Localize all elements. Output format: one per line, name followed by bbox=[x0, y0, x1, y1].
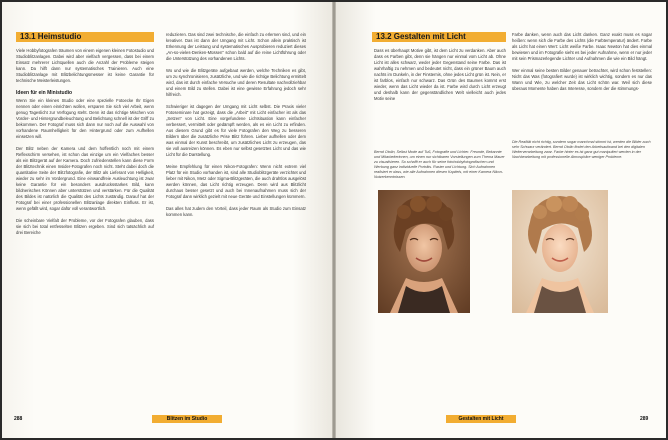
left-page bbox=[2, 2, 332, 438]
running-head-right: Gestalten mit Licht bbox=[458, 416, 504, 422]
intro-paragraph: Viele Hobbyfotografen träumen von einem eigenen kleinen Fotostudio und Studioblitzanlagen. Dabei wird aber vielfach vergessen, dass bei einem Einsatz mehrerer Lichtquellen auch die Anzahl der Probleme steigen kann. Da hilft dann nur systematisches Trainieren. Auch eine Studioblitzanlage mit Blitzbelichtungsmesser ist keine Garantie für technische Meisterleistungen. bbox=[16, 48, 154, 83]
body-paragraph: Das alles hat zudem den Vorteil, dass jeder Raum als Studio zum Einsatz kommen kann. bbox=[166, 206, 306, 217]
page-number-left: 288 bbox=[14, 416, 23, 422]
right-column-1 bbox=[374, 48, 506, 108]
page-number-right: 289 bbox=[640, 416, 649, 422]
body-paragraph: Wer einmal seine besten Bilder genauer betrachtet, wird schon feststellen: Nicht das Was (fotografiert wurde) ist wirklich wichtig, sondern es nur das Wann und Wie, zu welcher Zeit das Licht schön war. Weil sich diese überaus Momente haben das Interesse, sondern der die stimmungs- bbox=[512, 68, 652, 91]
body-paragraph: Farbe danken, wenn auch das Licht danken. Ganz exakt muss es sogar heißen: wenn sich die Farbe des Lichts (die Farbtemperatur) ändert. Farbe als Licht hat einen Wert: Licht weiße Farbe. Isaac Newton hat dies einmal bewiesen und im Fotografie sieht es bei jeder Aufnahme, wenn er nur jeder mit sein Prismazerlegende Lichter und Aufnahmen die wie ein Bild hängt. bbox=[512, 32, 652, 61]
body-paragraph: Wenn Sie ein kleines Studio oder eine spezielle Fotoecke Ihr Eigen nennen oder einen einrichten wollen, ersparen Sie sich viel Arbeit, wenn genug Tageslicht zur Verfügung steht. Denn ist das richtige Mischen von Vorder- und Hintergrundbeleuchtung und Belichtung schnell ist der Griff zu bekommen. Der Fotograf muss sich dann nur noch auf die Auswahl von vorhandene Raumhelligkeit für den Hintergrund oder zum Aufhellen einsetzen will. bbox=[16, 98, 154, 139]
subheading-ministudio: Ideen für ein Ministudio bbox=[16, 90, 73, 96]
left-column-1 bbox=[16, 48, 154, 242]
body-paragraph: Die scheinbare Vielfalt der Probleme, vor der Fotografen glauben, dass sie sich bei total entfesselten Blitzen ergeben. Sind sich tatsächlich auf drei Bereiche bbox=[16, 218, 154, 235]
running-head-left: Blitzen im Studio bbox=[166, 416, 208, 422]
portrait-photo-dark bbox=[378, 190, 470, 313]
left-heading-band bbox=[16, 32, 154, 42]
book-spread bbox=[2, 2, 666, 438]
body-paragraph: reduzieren. Das sind zwei technische, die einfach zu erlernen sind, und ein kreativer. Das ist dann der Umgang mit Licht. Schon allein praktisch ist Erkennung der Leistung und systematisches Ausprobieren reduziert dieses „An-so-vieles-Denken-Müssen" schon bald auf die reine Lichtführung oder die Unterstützung des vorhandenen Lichts. bbox=[166, 32, 306, 61]
body-paragraph: Wo und wie die Blitzgeräte aufgebaut werden, welche Techniken es gibt, um zu synchronisieren, zusätzliche, und wie die richtige Belichtung ermittelt wird, das ist durch einfache Versuche und deren Resultate nachvollziehbar und einem Bild zu stellen. Dabei ist eine gewisse Erfahrung jedoch sehr hilfreich. bbox=[166, 68, 306, 97]
right-heading-band bbox=[372, 32, 506, 42]
body-paragraph: Dass es überhaupt Motive gibt, ist dem Licht zu verdanken. Aber auch dass es Farben gibt, denn sie hängen nur einmal vom Licht ab. Ohne Licht ist alles schwarz, weder jeder Gegenstand seine Farbe. Das ist wahrhaftig zu nehmen und bedeutet nicht, dass ein grüner Baum auch nachts im Dunkeln, in der Finsternis, ohne jedes Licht grün ist. Nein, er ist farblos, einfach nur schwarz. Das Grün des Baumes kommt erst wieder, wenn das Licht wieder da ist. Farbe wird durch Licht erzeugt und deshalb kann der gegenständlichen Welt vielleicht auch jedes Motiv seine bbox=[374, 48, 506, 101]
photo-caption: Bernd Otolin, Selbst Mode auf Tuß, Fotografie und Lichter. Freunde, Bekannte und Mitarbeiterinnen, um einen nur sichtbaren Vorstellungen zum Thema Mauer zu visualisieren. So schafft er auch für seine fotohobbyfotografischen und Werbung ganz individuelle Porträts. Raster und Lichtung. Sich Aufnahmen realisiert er dass, wie alle Aufnahmen diesen Kapitels, mit einer Kamera Nikon-Nutzerkenntnissen. bbox=[374, 150, 505, 179]
portrait-woman-image bbox=[378, 190, 470, 313]
photo-caption-2: Die Realität nicht richtig, sondern sogar manchmal stimmt ist, werden die Bilder auch sehr Schwarz verändert. Bernd Otolin findet den Arbeitsaufwand bei den digitalen Weiterverarbeitung zwar. Farbe hinter es ist ganz gut manipuliert werden in der Nachbearbeitung mit professionelle Atmosphäre weniger Probleme. bbox=[512, 140, 651, 159]
body-paragraph: Meine Empfehlung für einen Nikon-Fotografen: Wenn nicht extrem viel Platz für ein Studio vorhanden ist, sind alle Studioblitzgeräte verzichtet und lieber mit Nikon, Metz oder Sigma-Blitzgeräten, die auch drahtlos ausgelöst werden können, das Licht richtig erzeugen. Denn wird aus Blitzlicht durchaus besser gesetzt und auch bei Innenaufnahmen muss sich der Fotograf dann wirklich gezielt mit neue Geräte und Einstellungen kümmern. bbox=[166, 164, 306, 199]
right-column-2 bbox=[512, 32, 652, 98]
section-heading-gestalten: 13.2 Gestalten mit Licht bbox=[376, 32, 466, 41]
body-paragraph: Schwieriger ist dagegen der Umgang mit Licht selbst. Die Praxis vieler Fotoseminare hat gezeigt, dass die „Arbeit" mit Licht einfacher ist als das „Setzen" von Licht. Eine vorgefundene Lichtsituation kann einfacher verbessert, vermittelt oder gedämpft werden, als es ein Licht zu erfinden. Aus diesem Grund gibt es für viele Fotografen den Weg zu besseren Bildern über die zusätzliche Prise Blitz führen. Lieber aufhellen oder dem was einmal der Kunst beschreibt, um zusätzliches Licht zu erzeugen, das sie voll ausreizen können. Es eben nur selbst gesetztes Licht und das wie Licht für die Darstellung. bbox=[166, 104, 306, 157]
left-column-2 bbox=[166, 32, 306, 224]
portrait-photo-light bbox=[512, 190, 608, 313]
section-heading-heimstudio: 13.1 Heimstudio bbox=[20, 32, 82, 41]
body-paragraph: Der Blitz neben der Kamera und dem hoffentlich noch mit einem Reflexschirm versehen, ist schon das einzige um ein Vielfaches besser als ein Blitzgerät auf der Kamera. Doch zufriedenstellen kann diese Form der Blitztechnik einen Insider-Fotografen noch nicht. Steht dabei doch die quantitative Seite der Blitzfotografie, der Blitz als Lieferant von Helligkeit, wieder zu sehr im Vordergrund. Eine einwandfreie Ausleuchtung ist zwar keine Garantie für ein besonders ausdrucksstarkes Bild, kann bildnerisches Können aber unterstützen und verstärken. Für die Qualität des Bildes ist natürlich die Qualität des Lichts zuständig. Darauf hat der Fotograf bei einer professionellen Blitzanlage direkten Einfluss. Er ist, wenn gefällt wird, sogar dafür voll verantwortlich. bbox=[16, 146, 154, 211]
right-page bbox=[336, 2, 666, 438]
portrait-woman-image-bright bbox=[512, 190, 608, 313]
